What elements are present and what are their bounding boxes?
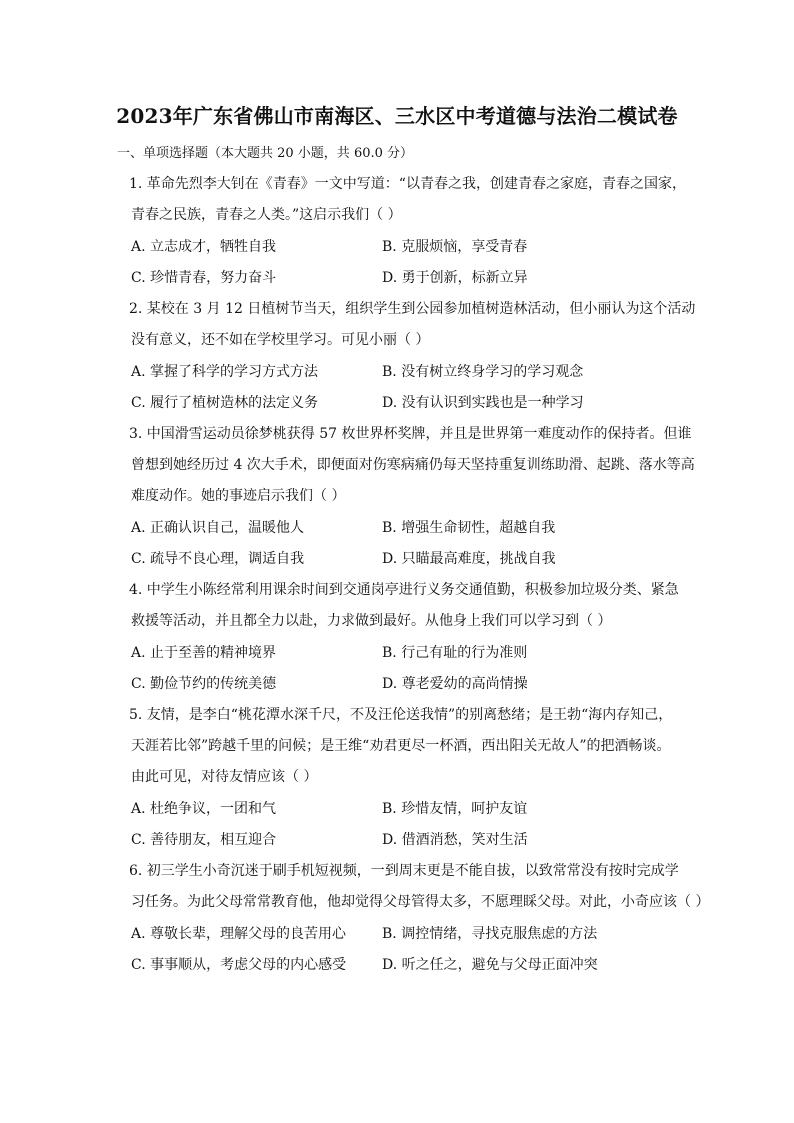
question-stem-line: 2. 某校在 3 月 12 日植树节当天，组织学生到公园参加植树造林活动，但小丽认为这个活动 [129,301,696,317]
question-stem-line: 由此可见，对待友情应该（ ） [131,769,318,785]
section-heading: 一、单项选择题（本大题共 20 小题，共 60.0 分） [117,146,414,161]
option-b: B. 增强生命韧性，超越自我 [382,520,556,536]
option-c: C. 勤俭节约的传统美德 [131,676,277,692]
option-b: B. 珍惜友情，呵护友谊 [382,801,528,817]
option-d: D. 勇于创新，标新立异 [382,270,528,286]
option-a: A. 止于至善的精神境界 [131,645,277,661]
option-a: A. 正确认识自己，温暖他人 [131,520,305,536]
page-title: 2023年广东省佛山市南海区、三水区中考道德与法治二模试卷 [116,104,678,128]
question-stem-line: 1. 革命先烈李大钊在《青春》一文中写道：“以青春之我，创建青春之家庭，青春之国家， [129,176,686,192]
option-a: A. 立志成才，牺牲自我 [131,239,277,255]
option-a: A. 掌握了科学的学习方式方法 [131,364,319,380]
option-d: D. 尊老爱幼的高尚情操 [382,676,528,692]
question-stem-line: 难度动作。她的事迹启示我们（ ） [131,488,346,504]
option-c: C. 事事顺从，考虑父母的内心感受 [131,957,347,973]
option-d: D. 没有认识到实践也是一种学习 [382,395,584,411]
question-stem-line: 习任务。为此父母常常教育他，他却觉得父母管得太多，不愿理睬父母。对此，小奇应该（ ） [131,894,710,910]
option-c: C. 履行了植树造林的法定义务 [131,395,319,411]
option-d: D. 借酒消愁，笑对生活 [382,832,528,848]
question-stem-line: 天涯若比邻”跨越千里的问候；是王维“劝君更尽一杯酒，西出阳关无故人”的把酒畅谈。 [131,738,671,754]
question-stem-line: 曾想到她经历过 4 次大手术，即便面对伤寒病痛仍每天坚持重复训练助滑、起跳、落水等高 [131,457,695,473]
option-d: D. 听之任之，避免与父母正面冲突 [382,957,598,973]
question-stem-line: 5. 友情，是李白“桃花潭水深千尺，不及汪伦送我情”的别离愁绪；是王勃“海内存知己， [129,707,673,723]
question-stem-line: 没有意义，还不如在学校里学习。可见小丽（ ） [131,332,430,348]
question-stem-line: 6. 初三学生小奇沉迷于刷手机短视频，一到周末更是不能自拔，以致常常没有按时完成学 [129,863,679,879]
option-c: C. 善待朋友，相互迎合 [131,832,277,848]
option-b: B. 克服烦恼，享受青春 [382,239,528,255]
option-b: B. 没有树立终身学习的学习观念 [382,364,584,380]
question-stem-line: 3. 中国滑雪运动员徐梦桃获得 57 枚世界杯奖牌，并且是世界第一难度动作的保持者。但谁 [129,426,692,442]
option-d: D. 只瞄最高难度，挑战自我 [382,551,556,567]
option-b: B. 调控情绪，寻找克服焦虑的方法 [382,926,598,942]
option-b: B. 行己有耻的行为准则 [382,645,528,661]
option-c: C. 珍惜青春，努力奋斗 [131,270,277,286]
option-a: A. 尊敬长辈，理解父母的良苦用心 [131,926,347,942]
question-stem-line: 青春之民族，青春之人类。”这启示我们（ ） [131,207,402,223]
option-c: C. 疏导不良心理，调适自我 [131,551,305,567]
question-stem-line: 4. 中学生小陈经常利用课余时间到交通岗亭进行义务交通值勤，积极参加垃圾分类、紧急 [129,582,679,598]
question-stem-line: 救援等活动，并且都全力以赴，力求做到最好。从他身上我们可以学习到（ ） [131,613,612,629]
option-a: A. 杜绝争议，一团和气 [131,801,277,817]
